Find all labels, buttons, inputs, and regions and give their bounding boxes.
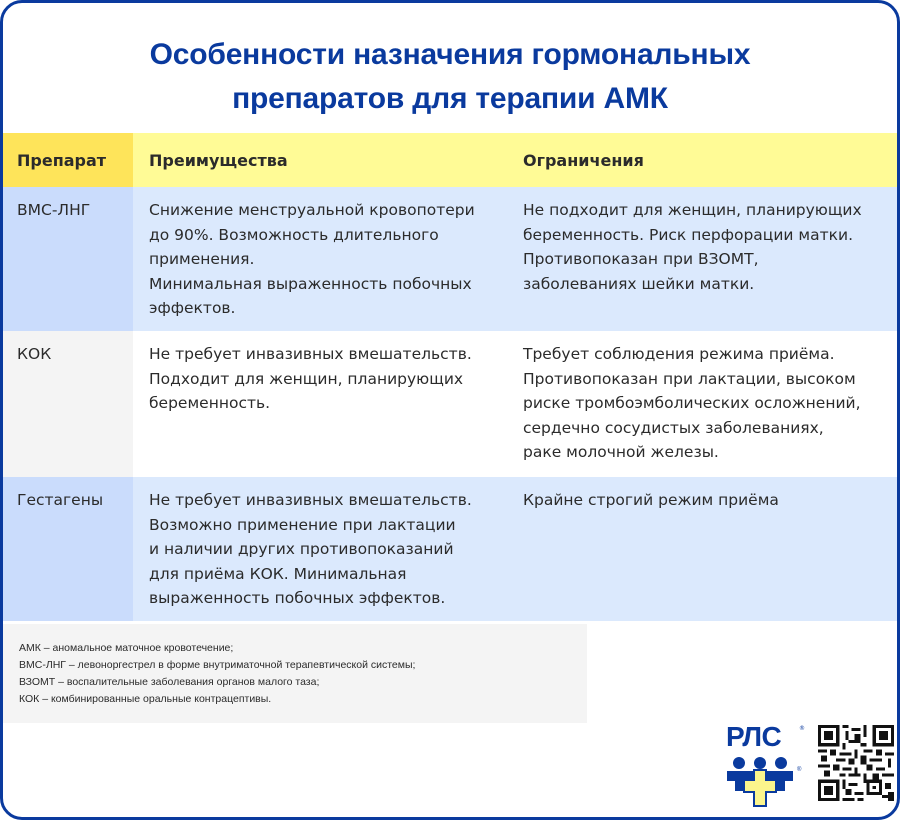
text-line: применения.: [149, 250, 255, 269]
text-line: Противопоказан при ВЗОМТ,: [523, 250, 759, 269]
header-limitations: Ограничения: [507, 133, 897, 187]
svg-text:®: ®: [797, 767, 802, 773]
advantages-cell: [133, 187, 507, 331]
text-line: беременность. Риск перфорации матки.: [523, 225, 854, 244]
page-title: [3, 33, 897, 121]
title-line-1: Особенности назначения гормональных: [149, 38, 751, 71]
drug-name: КОК: [3, 331, 133, 477]
text-line: Возможно применение при лактации: [149, 515, 456, 534]
drug-name: ВМС-ЛНГ: [3, 187, 133, 331]
rls-logo: [723, 721, 807, 807]
footnote: АМК – аномальное маточное кровотечение;: [19, 642, 234, 654]
text-line: сердечно сосудистых заболеваниях,: [523, 418, 824, 437]
header-advantages: Преимущества: [133, 133, 507, 187]
table-row: [3, 331, 897, 477]
table-row: [3, 477, 897, 621]
text-line: Подходит для женщин, планирующих: [149, 369, 464, 388]
text-line: Минимальная выраженность побочных: [149, 274, 472, 293]
logo-text: РЛС: [726, 721, 782, 752]
limitations-cell: [507, 477, 897, 621]
header-drug: Препарат: [3, 133, 133, 187]
text-line: Крайне строгий режим приёма: [523, 491, 779, 509]
limitations-cell: [507, 331, 897, 477]
text-line: Не требует инвазивных вмешательств.: [149, 491, 472, 509]
text-line: выраженность побочных эффектов.: [149, 589, 446, 608]
advantages-cell: [133, 331, 507, 477]
advantages-cell: [133, 477, 507, 621]
text-line: эффектов.: [149, 299, 236, 318]
comparison-table: [3, 133, 897, 621]
text-line: заболеваниях шейки матки.: [523, 274, 755, 293]
title-line-2: препаратов для терапии АМК: [232, 82, 668, 115]
text-line: Не требует инвазивных вмешательств.: [149, 345, 472, 363]
text-line: для приёма КОК. Минимальная: [149, 564, 407, 583]
text-line: до 90%. Возможность длительного: [149, 225, 439, 244]
footnote: КОК – комбинированные оральные контрацептивы.: [19, 693, 272, 705]
text-line: Снижение менструальной кровопотери: [149, 201, 475, 219]
drug-name: Гестагены: [3, 477, 133, 621]
table-header-row: [3, 133, 897, 187]
text-line: Не подходит для женщин, планирующих: [523, 201, 862, 219]
text-line: и наличии других противопоказаний: [149, 540, 454, 559]
registered-mark: ®: [799, 725, 805, 732]
table-row: [3, 187, 897, 331]
limitations-cell: [507, 187, 897, 331]
footnotes: [3, 624, 587, 723]
text-line: Требует соблюдения режима приёма.: [523, 345, 835, 363]
text-line: раке молочной железы.: [523, 443, 719, 462]
text-line: беременность.: [149, 394, 271, 413]
qr-code[interactable]: [818, 723, 894, 803]
footnote: ВМС-ЛНГ – левоноргестрел в форме внутриматочной терапевтической системы;: [19, 659, 416, 671]
text-line: Противопоказан при лактации, высоком: [523, 369, 856, 388]
people-cross-icon: [723, 757, 807, 807]
text-line: риске тромбоэмболических осложнений,: [523, 394, 861, 413]
footnote: ВЗОМТ – воспалительные заболевания органов малого таза;: [19, 676, 320, 688]
